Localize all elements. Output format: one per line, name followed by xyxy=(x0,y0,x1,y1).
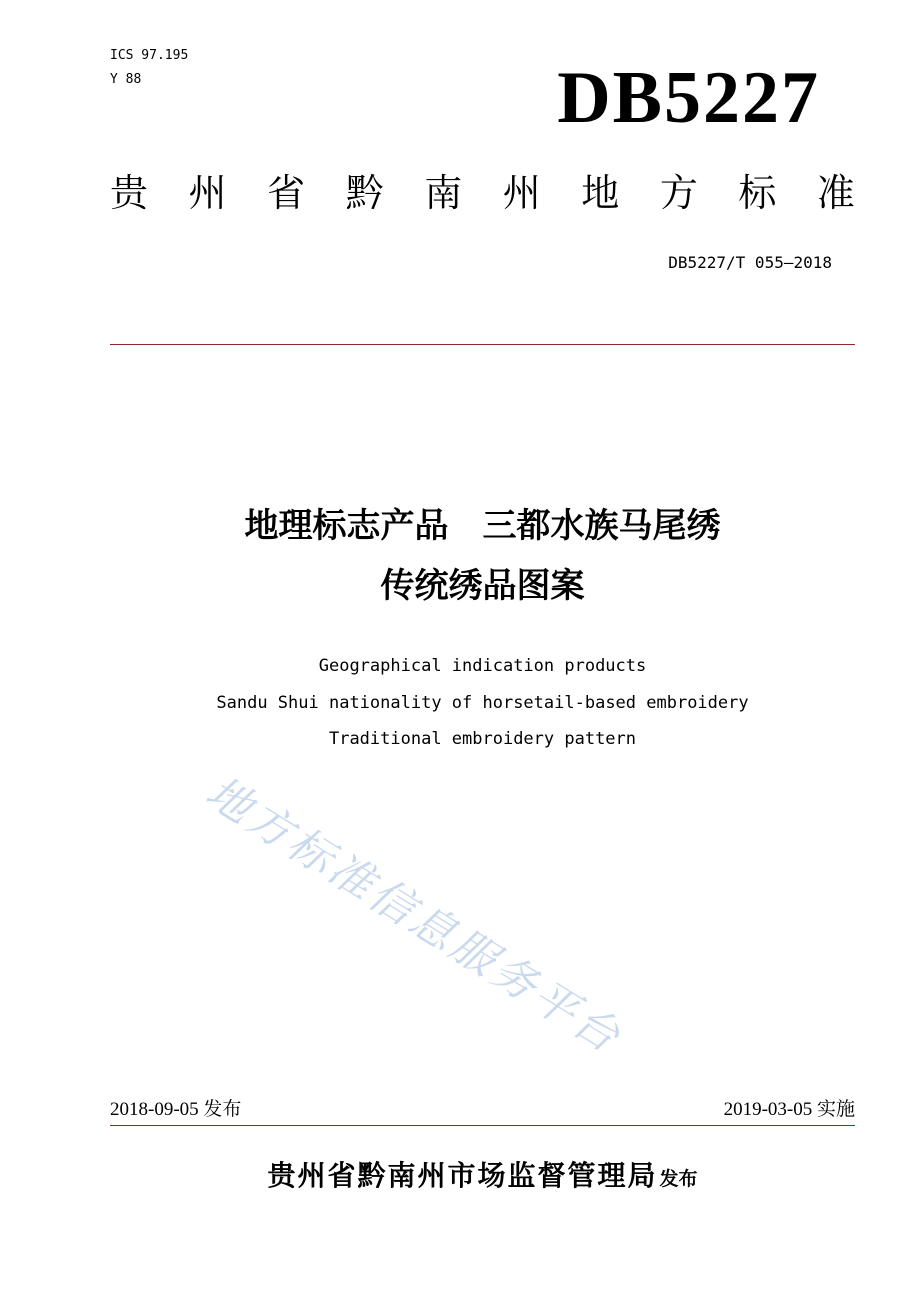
standard-type-char: 地 xyxy=(581,171,620,215)
db-logo: DB5227 xyxy=(557,57,820,139)
watermark: 地方标准信息服务平台 xyxy=(196,766,632,1065)
implementation-date: 2019-03-05 实施 xyxy=(723,1099,855,1120)
standard-type-char: 贵 xyxy=(110,171,149,215)
publisher xyxy=(110,1156,855,1199)
top-divider xyxy=(110,344,855,345)
classification-code: Y 88 xyxy=(110,72,142,87)
title-zh-line-1: 地理标志产品 三都水族马尾绣 xyxy=(244,506,721,546)
bottom-divider xyxy=(110,1125,855,1126)
standard-type-char: 州 xyxy=(502,171,541,215)
standard-type-char: 标 xyxy=(738,171,777,215)
publisher-name: 贵州省黔南州市场监督管理局 xyxy=(267,1159,658,1192)
standard-type-char: 黔 xyxy=(345,171,384,215)
publisher-suffix: 发布 xyxy=(659,1168,698,1190)
title-en-line-1: Geographical indication products xyxy=(318,656,647,676)
standard-type-char: 准 xyxy=(816,171,855,215)
standard-type-char: 方 xyxy=(659,171,698,215)
title-zh-line-2: 传统绣品图案 xyxy=(380,566,585,606)
standard-number: DB5227/T 055—2018 xyxy=(668,253,832,272)
standard-type-char: 州 xyxy=(188,171,227,215)
title-en-line-3: Traditional embroidery pattern xyxy=(328,729,637,749)
standard-type-char: 省 xyxy=(267,171,306,215)
ics-code: ICS 97.195 xyxy=(110,48,189,63)
standard-type-heading xyxy=(110,168,855,218)
issue-date: 2018-09-05 发布 xyxy=(110,1099,242,1120)
standard-type-char: 南 xyxy=(424,171,463,215)
title-en-line-2: Sandu Shui nationality of horsetail-based embroidery xyxy=(216,693,749,713)
